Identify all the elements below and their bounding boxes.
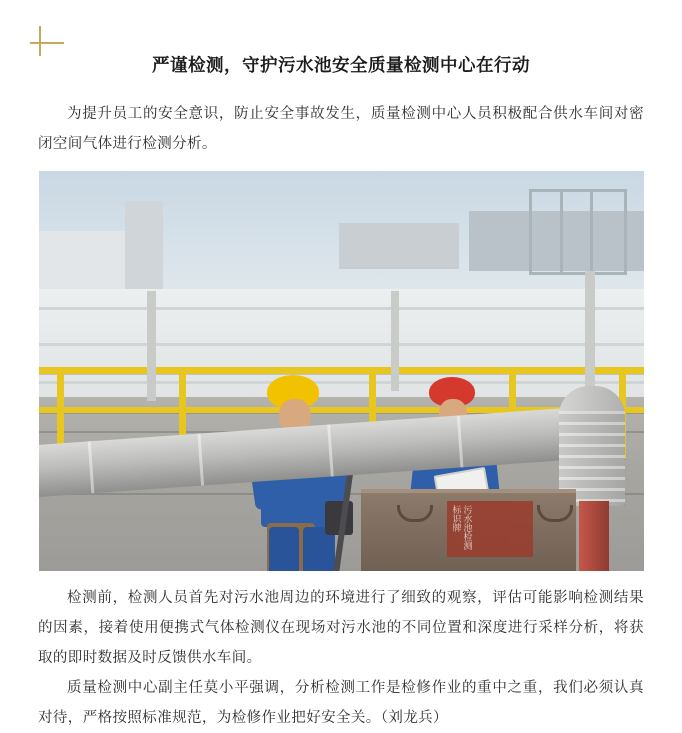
photo-plant-wall <box>39 289 644 409</box>
photo-vertical-pipe <box>391 291 399 391</box>
photo-pipe-band <box>456 415 463 467</box>
photo-steel-tower <box>529 189 627 275</box>
paragraph-detection-process: 检测前，检测人员首先对污水池周边的环境进行了细致的观察，评估可能影响检测结果的因素，接着使用便携式气体检测仪在现场对污水池的不同位置和深度进行采样分析，将获取的即时数据及时反馈供水车间。 <box>38 590 644 666</box>
corner-decoration-icon <box>30 26 64 60</box>
paragraph-intro: 为提升员工的安全意识，防止安全事故发生，质量检测中心人员积极配合供水车间对密闭空间气体进行检测分析。 <box>38 106 644 152</box>
photo-wall-stripe <box>39 381 644 384</box>
photo-pipe-band <box>197 434 204 486</box>
photo-wall-stripe <box>39 307 644 310</box>
photo-railing-top <box>39 367 644 374</box>
photo-background-building <box>125 201 163 301</box>
paragraph-quote: 质量检测中心副主任莫小平强调，分析检测工作是检修作业的重中之重，我们必须认真对待，严格按照标准规范，为检修作业把好安全关。（刘龙兵） <box>38 680 644 726</box>
page-title: 严谨检测，守护污水池安全质量检测中心在行动 <box>152 56 530 76</box>
photo-vertical-pipe <box>147 291 156 401</box>
photo-warning-plate <box>447 501 533 557</box>
corner-horizontal-bar <box>30 42 64 44</box>
photo-wall-stripe <box>39 343 644 346</box>
photo-background-building <box>339 223 459 269</box>
photo-worker-leg <box>269 527 299 571</box>
corner-vertical-bar <box>39 26 41 56</box>
photo-warning-plate-text: 污水池检测标识牌 <box>450 505 472 550</box>
photo-pipe-band <box>327 424 334 476</box>
photo-red-pipe <box>579 501 609 571</box>
article-photo <box>39 171 644 571</box>
photo-pipe-band <box>87 441 94 493</box>
photo-vertical-pipe <box>585 271 595 401</box>
